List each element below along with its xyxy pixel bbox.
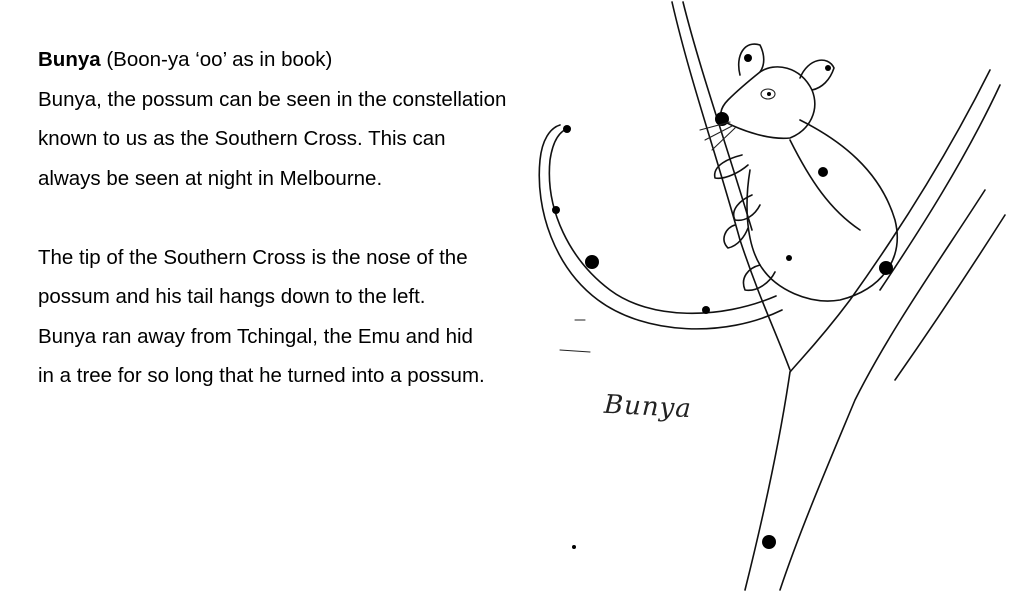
heading-pronunciation: (Boon-ya ‘oo’ as in book) xyxy=(100,48,333,71)
paragraph-2-line: Bunya ran away from Tchingal, the Emu and hid xyxy=(38,324,473,348)
paragraph-2-line: in a tree for so long that he turned into a possum. xyxy=(38,364,485,387)
paragraph-1-line: always be seen at night in Melbourne. xyxy=(38,166,383,190)
illustration-signature: Bunya xyxy=(603,389,693,425)
paragraph-2-line: The tip of the Southern Cross is the nose of the xyxy=(38,245,468,269)
heading-name: Bunya xyxy=(38,48,101,71)
possum-drawing xyxy=(539,44,897,549)
paragraph-1-line: known to us as the Southern Cross. This can xyxy=(38,127,446,150)
paragraph-1-line: Bunya, the possum can be seen in the constellation xyxy=(38,87,507,111)
tree-drawing xyxy=(560,2,1005,590)
paragraph-2-line: possum and his tail hangs down to the left. xyxy=(38,285,426,308)
